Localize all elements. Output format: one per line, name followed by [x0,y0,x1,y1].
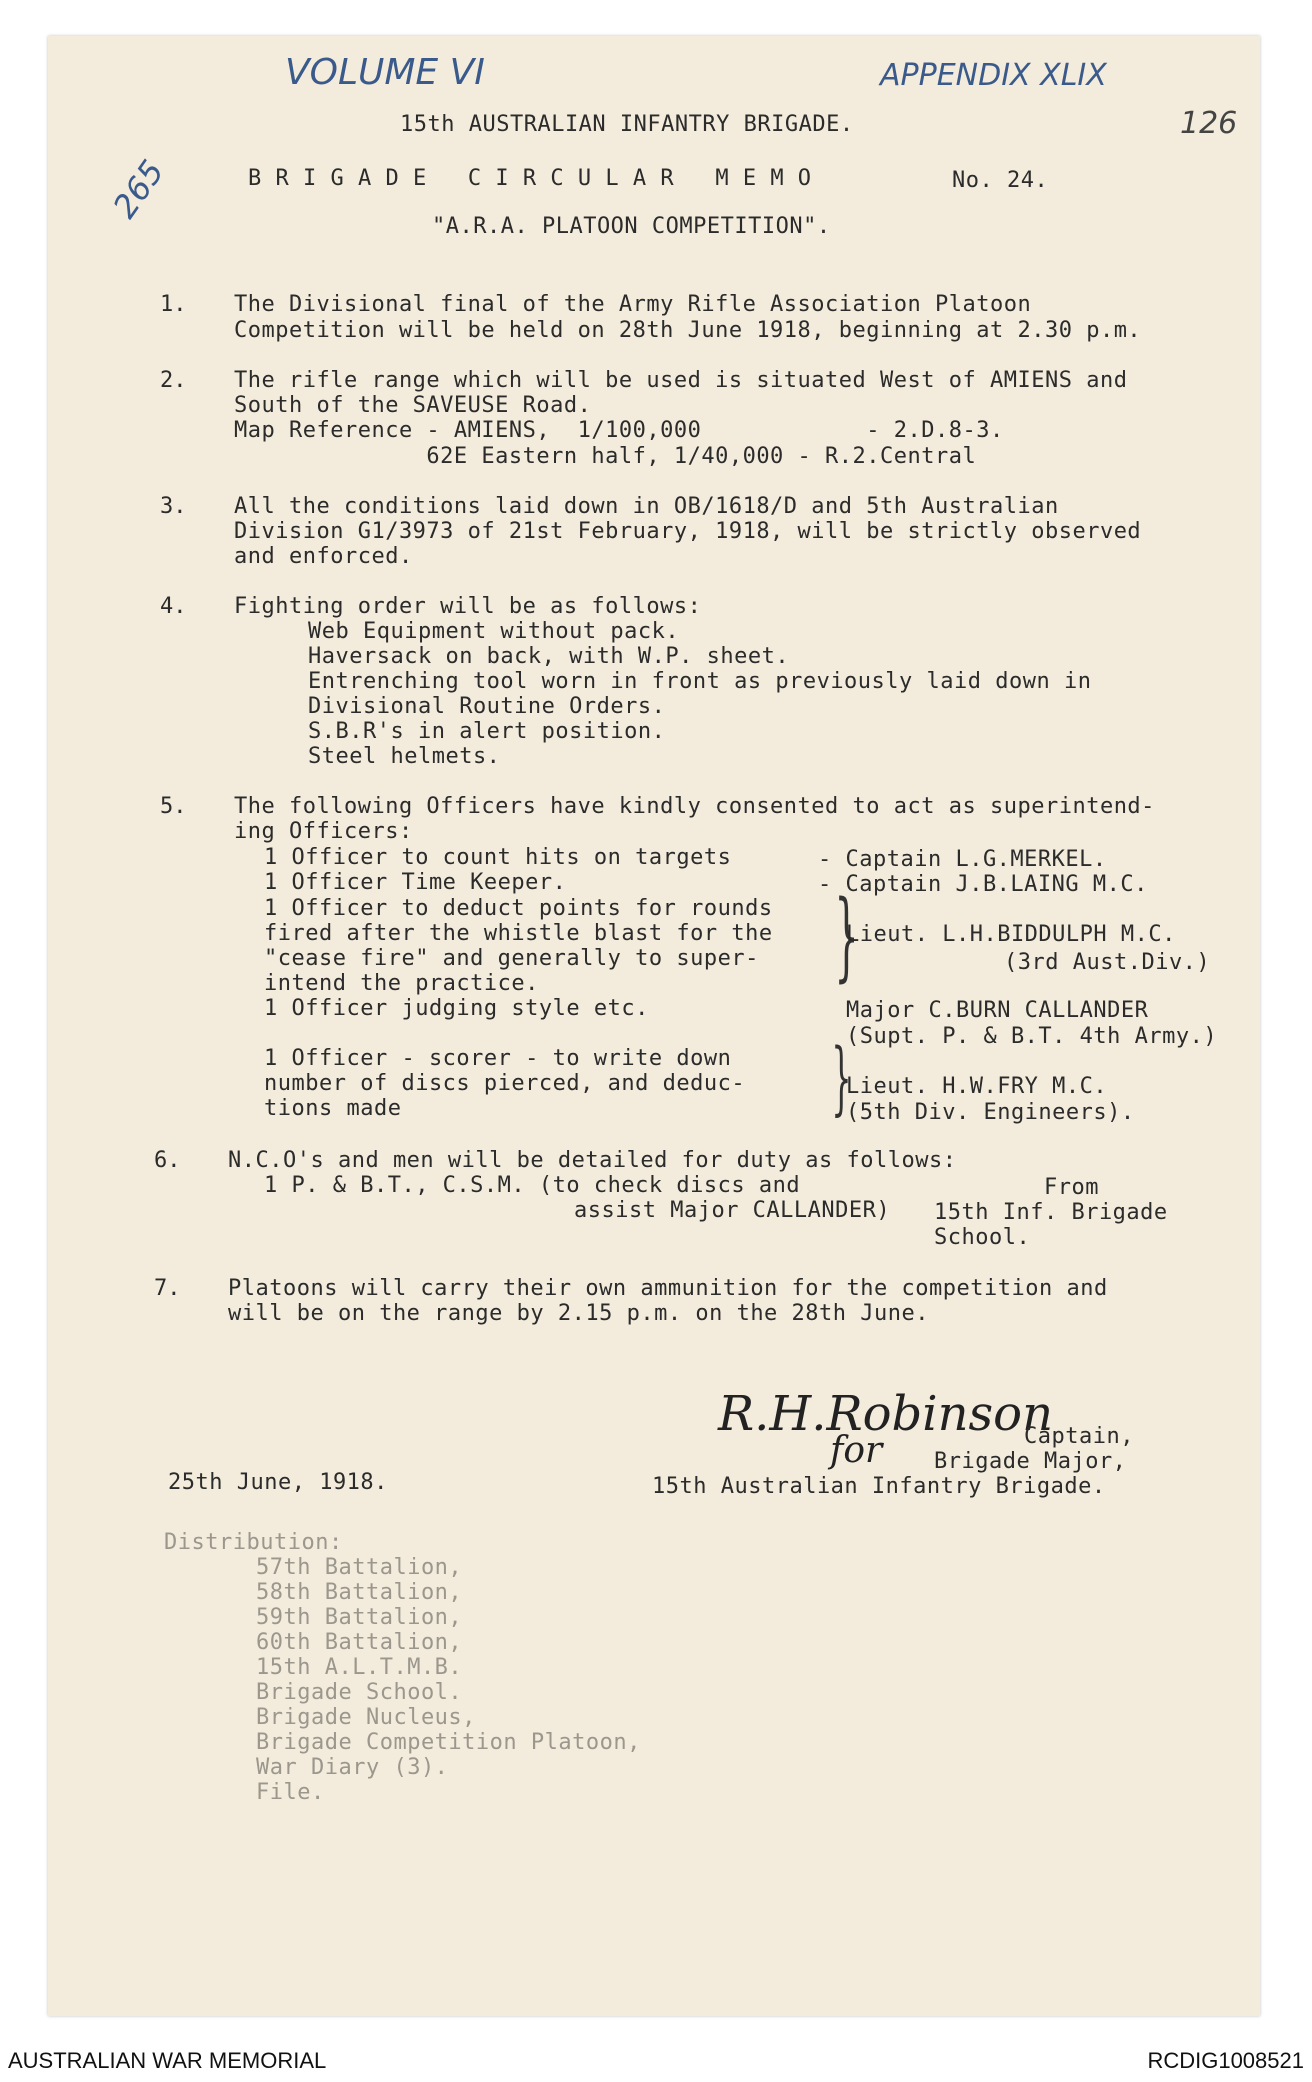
officer-unit: (Supt. P. & B.T. 4th Army.) [846,1024,1218,1049]
memo-subject: "A.R.A. PLATOON COMPETITION". [432,214,831,239]
officer-duty: 1 Officer - scorer - to write down [264,1046,732,1071]
para-7-line: Platoons will carry their own ammunition for the competition and [228,1276,1108,1301]
appendix-annotation: APPENDIX XLIX [880,58,1107,93]
distribution-item: 60th Battalion, [256,1630,463,1655]
distribution-item: Brigade Nucleus, [256,1705,476,1730]
para-5-line: The following Officers have kindly consented to act as superintend- [234,794,1155,819]
brigade-title: 15th AUSTRALIAN INFANTRY BRIGADE. [400,112,854,137]
para-1-line: Competition will be held on 28th June 1918, beginning at 2.30 p.m. [234,318,1142,343]
signature-for: for [830,1430,883,1471]
para-1-number: 1. [160,292,187,317]
officer-unit: (3rd Aust.Div.) [1004,950,1211,975]
officer-duty: 1 Officer judging style etc. [264,996,649,1021]
para-4-intro: Fighting order will be as follows: [234,594,702,619]
volume-annotation: VOLUME VI [285,52,485,93]
para-2-line: South of the SAVEUSE Road. [234,393,592,418]
page-number-annotation: 126 [1180,106,1238,141]
para-7-number: 7. [154,1276,181,1301]
officer-duty: 1 Officer Time Keeper. [264,870,567,895]
signature-unit: 15th Australian Infantry Brigade. [652,1474,1106,1499]
officer-duty: number of discs pierced, and deduc- [264,1071,746,1096]
para-6-line: assist Major CALLANDER) [574,1198,891,1223]
para-3-number: 3. [160,494,187,519]
officer-duty: "cease fire" and generally to super- [264,946,759,971]
fighting-order-item: S.B.R's in alert position. [308,719,666,744]
fighting-order-item: Steel helmets. [308,744,501,769]
signature: R.H.Robinson [718,1386,1053,1442]
distribution-item: War Diary (3). [256,1755,449,1780]
memo-number: No. 24. [952,168,1049,193]
signature-rank: Captain, [1024,1424,1134,1449]
officer-name: - Captain J.B.LAING M.C. [818,872,1148,897]
para-7-line: will be on the range by 2.15 p.m. on the 28th June. [228,1301,930,1326]
para-2-line: Map Reference - AMIENS, 1/100,000 - 2.D.8-3. [234,418,1004,443]
officer-duty: 1 Officer to count hits on targets [264,845,732,870]
brace: } [834,880,859,992]
footer-source: AUSTRALIAN WAR MEMORIAL [8,2048,327,2073]
para-3-line: Division G1/3973 of 21st February, 1918, will be strictly observed [234,519,1142,544]
officer-name: Lieut. H.W.FRY M.C. [846,1074,1108,1099]
para-6-line: N.C.O's and men will be detailed for duty as follows: [228,1148,957,1173]
signature-role: Brigade Major, [934,1449,1127,1474]
officer-duty: 1 Officer to deduct points for rounds [264,896,773,921]
para-1-line: The Divisional final of the Army Rifle Association Platoon [234,292,1032,317]
fighting-order-item: Entrenching tool worn in front as previously laid down in [308,669,1092,694]
para-2-line: The rifle range which will be used is situated West of AMIENS and [234,368,1128,393]
para-6-from: 15th Inf. Brigade [934,1200,1168,1225]
distribution-item: 15th A.L.T.M.B. [256,1655,463,1680]
footer-id: RCDIG1008521 [1147,2048,1304,2073]
para-3-line: and enforced. [234,544,413,569]
officer-duty: fired after the whistle blast for the [264,921,773,946]
memo-date: 25th June, 1918. [168,1470,388,1495]
para-6-from: From [1044,1175,1099,1200]
fighting-order-item: Divisional Routine Orders. [308,694,666,719]
distribution-item: Brigade School. [256,1680,463,1705]
para-6-from: School. [934,1225,1031,1250]
para-6-number: 6. [154,1148,181,1173]
fighting-order-item: Haversack on back, with W.P. sheet. [308,644,790,669]
officer-unit: (5th Div. Engineers). [846,1100,1135,1125]
distribution-item: 57th Battalion, [256,1555,463,1580]
para-5-number: 5. [160,794,187,819]
para-4-number: 4. [160,594,187,619]
officer-name: Major C.BURN CALLANDER [846,998,1149,1023]
officer-name: - Captain L.G.MERKEL. [818,847,1107,872]
officer-duty: intend the practice. [264,971,539,996]
officer-name: Lieut. L.H.BIDDULPH M.C. [846,922,1176,947]
para-5-line: ing Officers: [234,819,413,844]
officer-duty: tions made [264,1096,402,1121]
memo-heading: B R I G A D E C I R C U L A R M E M O [248,166,812,191]
para-6-line: 1 P. & B.T., C.S.M. (to check discs and [264,1173,801,1198]
distribution-item: File. [256,1780,325,1805]
distribution-item: 58th Battalion, [256,1580,463,1605]
distribution-title: Distribution: [164,1530,343,1555]
para-2-number: 2. [160,368,187,393]
para-3-line: All the conditions laid down in OB/1618/D and 5th Australian [234,494,1059,519]
fighting-order-item: Web Equipment without pack. [308,619,680,644]
distribution-item: 59th Battalion, [256,1605,463,1630]
para-2-line: 62E Eastern half, 1/40,000 - R.2.Central [234,444,977,469]
brace: } [831,1031,852,1124]
margin-number-annotation: 265 [105,153,172,225]
distribution-item: Brigade Competition Platoon, [256,1730,641,1755]
